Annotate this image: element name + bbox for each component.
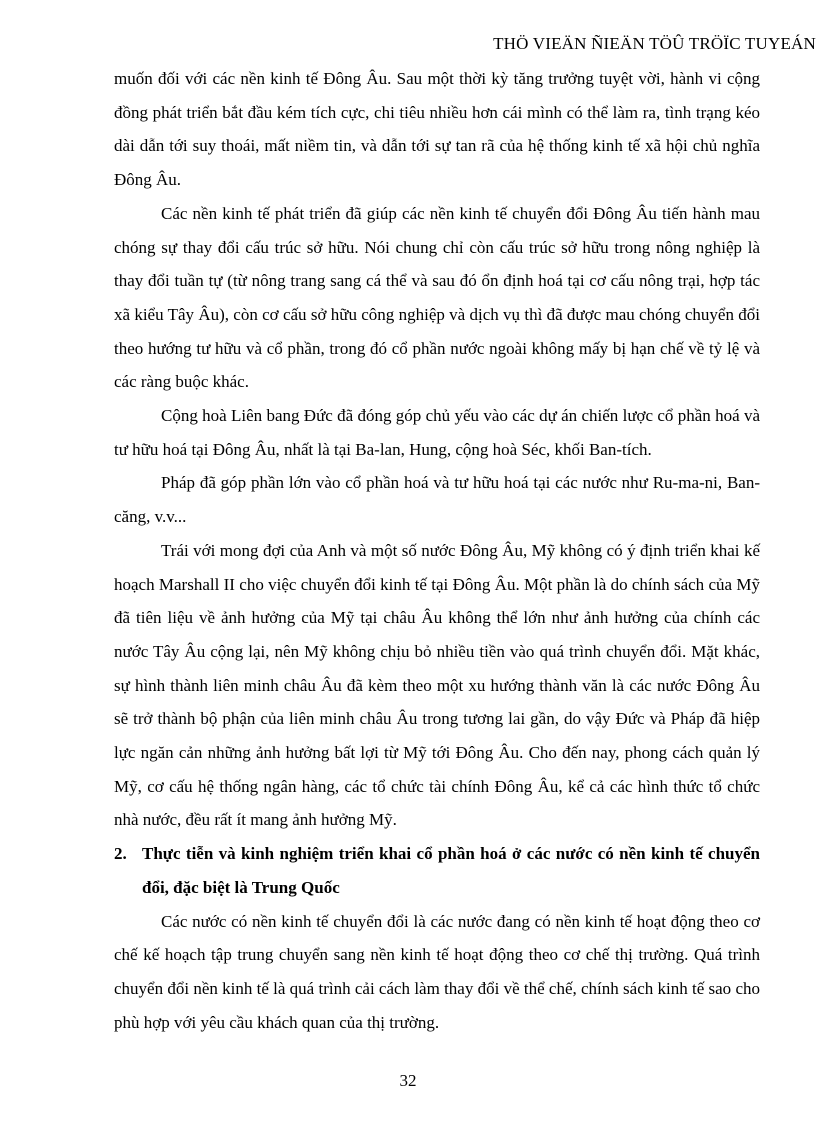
paragraph: Trái với mong đợi của Anh và một số nước Đông Âu, Mỹ không có ý định triển khai kế hoạch Marshall II cho việc chuyển đổi kinh tế tại Đông Âu. Một phần là do chính sách của Mỹ đã tiên liệu về ảnh hưởng của Mỹ tại châu Âu không thể lớn như ảnh hưởng của chính các nước Tây Âu cộng lại, nên Mỹ không chịu bỏ nhiều tiền vào quá trình chuyển đổi. Mặt khác, sự hình thành liên minh châu Âu đã kèm theo một xu hướng thành văn là các nước Đông Âu sẽ trở thành bộ phận của liên minh châu Âu trong tương lai gần, do vậy Đức và Pháp đã hiệp lực ngăn cản những ảnh hưởng bất lợi từ Mỹ tới Đông Âu. Cho đến nay, phong cách quản lý Mỹ, cơ cấu hệ thống ngân hàng, các tổ chức tài chính Đông Âu, kể cả các hình thức tổ chức nhà nước, đều rất ít mang ảnh hưởng Mỹ. [114,540,760,830]
page-header: THÖ VIEÄN ÑIEÄN TÖÛ TRÖÏC TUYEÁN [493,34,816,53]
section-title: Thực tiễn và kinh nghiệm triển khai cổ phần hoá ở các nước có nền kinh tế chuyển đổi, đặc biệt là Trung Quốc [142,844,760,897]
section-number: 2. [114,844,127,864]
paragraph: Cộng hoà Liên bang Đức đã đóng góp chủ yếu vào các dự án chiến lược cổ phần hoá và tư hữu hoá tại Đông Âu, nhất là tại Ba-lan, Hung, cộng hoà Séc, khối Ban-tích. [114,406,760,459]
paragraph: Pháp đã góp phần lớn vào cổ phần hoá và tư hữu hoá tại các nước như Ru-ma-ni, Ban-căng, v.v... [114,473,760,527]
paragraph-continuation: muốn đối với các nền kinh tế Đông Âu. Sau một thời kỳ tăng trưởng tuyệt vời, hành vi cộng đồng phát triển bắt đầu kém tích cực, chi tiêu nhiều hơn cái mình có thể làm ra, tình trạng kéo dài dẫn tới suy thoái, mất niềm tin, và dẫn tới sự tan rã của hệ thống kinh tế xã hội chủ nghĩa Đông Âu. [114,69,760,190]
page-number: 32 [399,1071,417,1090]
section-heading [114,837,760,904]
document-body [114,62,760,1039]
paragraph: Các nền kinh tế phát triển đã giúp các nền kinh tế chuyển đổi Đông Âu tiến hành mau chóng sự thay đổi cấu trúc sở hữu. Nói chung chỉ còn cấu trúc sở hữu trong nông nghiệp là thay đổi tuần tự (từ nông trang sang cá thể và sau đó ổn định hoá tại cơ cấu nông trại, hợp tác xã kiểu Tây Âu), còn cơ cấu sở hữu công nghiệp và dịch vụ thì đã được mau chóng chuyển đổi theo hướng tư hữu và cổ phần, trong đó cổ phần nước ngoài không mấy bị hạn chế về tỷ lệ và các ràng buộc khác. [114,203,760,392]
paragraph: Các nước có nền kinh tế chuyển đổi là các nước đang có nền kinh tế hoạt động theo cơ chế kế hoạch tập trung chuyển sang nền kinh tế hoạt động theo cơ chế thị trường. Quá trình chuyển đổi nền kinh tế là quá trình cải cách làm thay đổi về thể chế, chính sách kinh tế sao cho phù hợp với yêu cầu khách quan của thị trường. [114,911,760,1032]
